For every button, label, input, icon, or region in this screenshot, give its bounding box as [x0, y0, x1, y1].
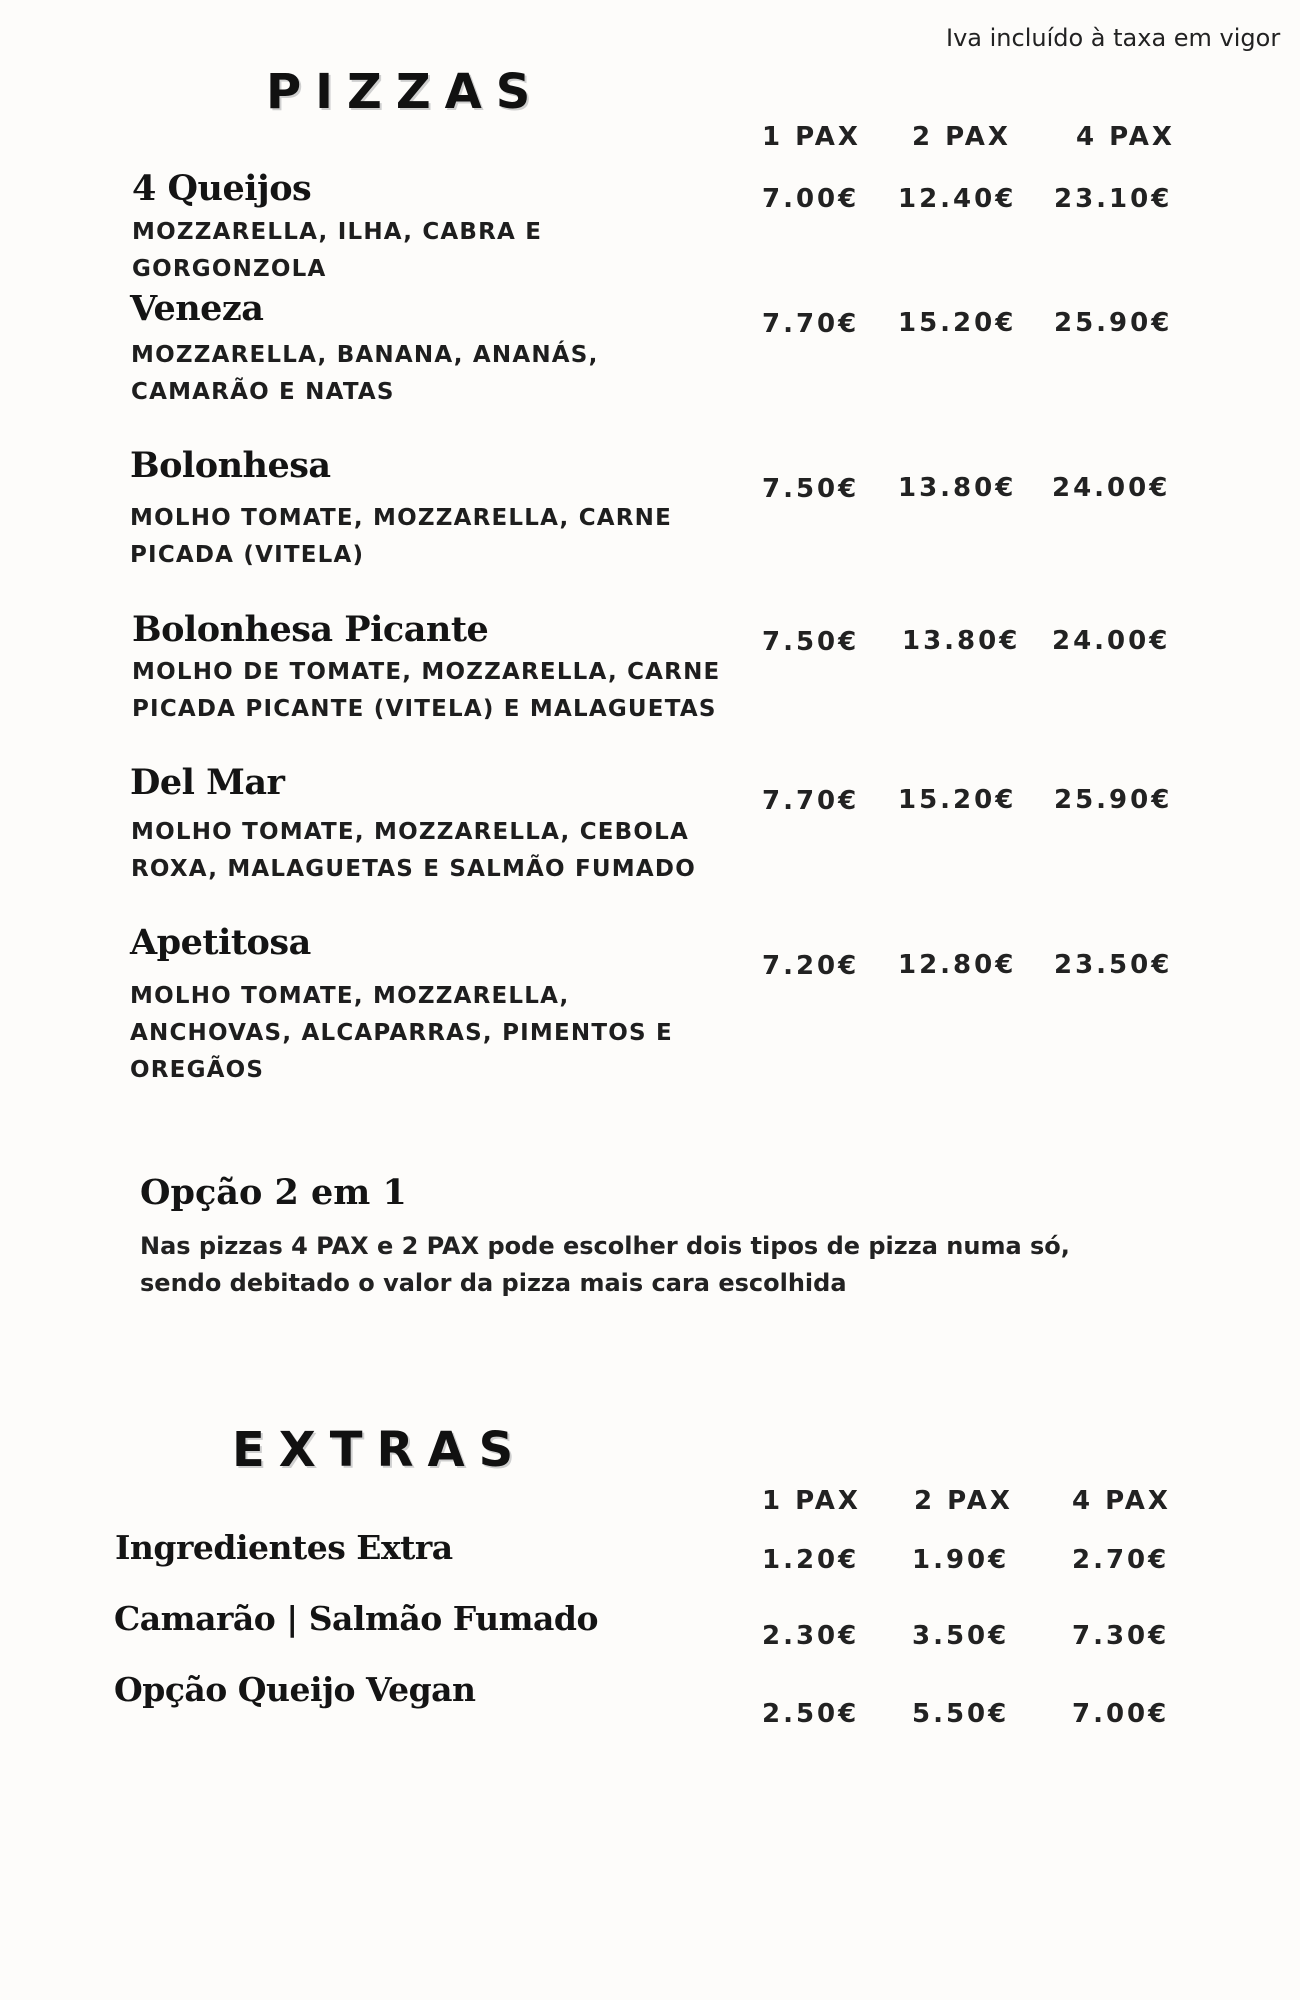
pizza-price-1pax: 7.50€ [762, 627, 860, 657]
pizza-price-4pax: 24.00€ [1052, 626, 1171, 656]
extras-column-1pax: 1 PAX [762, 1486, 861, 1516]
pizza-price-1pax: 7.20€ [762, 951, 860, 981]
extra-price-2pax: 1.90€ [912, 1545, 1010, 1575]
pizza-price-2pax: 15.20€ [898, 308, 1017, 338]
pizza-description: MOZZARELLA, BANANA, ANANÁS, CAMARÃO E NATAS [131, 342, 599, 405]
option-description: Nas pizzas 4 PAX e 2 PAX pode escolher dois tipos de pizza numa só, sendo debitado o valor da pizza mais cara escolhida [140, 1232, 1070, 1297]
pizza-price-1pax: 7.00€ [762, 184, 860, 214]
pizza-name: Bolonhesa Picante [132, 609, 489, 650]
pizza-price-1pax: 7.70€ [762, 309, 860, 339]
vat-note: Iva incluído à taxa em vigor [946, 24, 1281, 52]
pizza-price-4pax: 23.10€ [1054, 184, 1173, 214]
pizza-description: MOZZARELLA, ILHA, CABRA E GORGONZOLA [132, 219, 543, 282]
pizza-price-2pax: 12.80€ [898, 950, 1017, 980]
pizza-price-1pax: 7.50€ [762, 474, 860, 504]
pizza-name: Veneza [130, 288, 264, 329]
pizza-price-4pax: 23.50€ [1054, 950, 1173, 980]
pizza-price-2pax: 13.80€ [898, 473, 1017, 503]
pizza-price-2pax: 12.40€ [898, 184, 1017, 214]
extras-column-4pax: 4 PAX [1072, 1486, 1171, 1516]
extras-column-2pax: 2 PAX [914, 1486, 1013, 1516]
extra-price-4pax: 2.70€ [1072, 1545, 1170, 1575]
pizza-description: MOLHO TOMATE, MOZZARELLA, ANCHOVAS, ALCAPARRAS, PIMENTOS E OREGÃOS [130, 983, 673, 1083]
pizza-price-2pax: 15.20€ [898, 785, 1017, 815]
pizza-price-2pax: 13.80€ [902, 626, 1021, 656]
pizza-name: Bolonhesa [130, 445, 331, 486]
pizza-description: MOLHO DE TOMATE, MOZZARELLA, CARNE PICADA PICANTE (VITELA) E MALAGUETAS [132, 659, 721, 722]
extra-name: Ingredientes Extra [115, 1528, 453, 1567]
pizzas-column-1pax: 1 PAX [762, 122, 861, 152]
pizza-description: MOLHO TOMATE, MOZZARELLA, CEBOLA ROXA, MALAGUETAS E SALMÃO FUMADO [131, 819, 696, 882]
pizza-name: Del Mar [130, 762, 285, 803]
pizza-description: MOLHO TOMATE, MOZZARELLA, CARNE PICADA (VITELA) [130, 505, 673, 568]
extra-name: Camarão | Salmão Fumado [114, 1599, 598, 1638]
pizza-name: 4 Queijos [132, 168, 312, 209]
pizza-price-4pax: 25.90€ [1054, 308, 1173, 338]
pizzas-column-2pax: 2 PAX [912, 122, 1011, 152]
extras-section-title: EXTRAS [232, 1422, 528, 1478]
extra-price-1pax: 2.50€ [762, 1699, 860, 1729]
extra-price-1pax: 1.20€ [762, 1545, 860, 1575]
pizzas-column-4pax: 4 PAX [1076, 122, 1175, 152]
pizzas-section-title: PIZZAS [266, 64, 545, 120]
pizza-name: Apetitosa [130, 922, 311, 963]
pizza-price-4pax: 25.90€ [1054, 785, 1173, 815]
pizza-price-4pax: 24.00€ [1052, 473, 1171, 503]
extra-price-1pax: 2.30€ [762, 1621, 860, 1651]
extra-price-2pax: 3.50€ [912, 1621, 1010, 1651]
extra-price-4pax: 7.30€ [1072, 1621, 1170, 1651]
option-title: Opção 2 em 1 [140, 1172, 407, 1213]
extra-price-2pax: 5.50€ [912, 1699, 1010, 1729]
extra-name: Opção Queijo Vegan [114, 1670, 476, 1709]
extra-price-4pax: 7.00€ [1072, 1699, 1170, 1729]
pizza-price-1pax: 7.70€ [762, 786, 860, 816]
